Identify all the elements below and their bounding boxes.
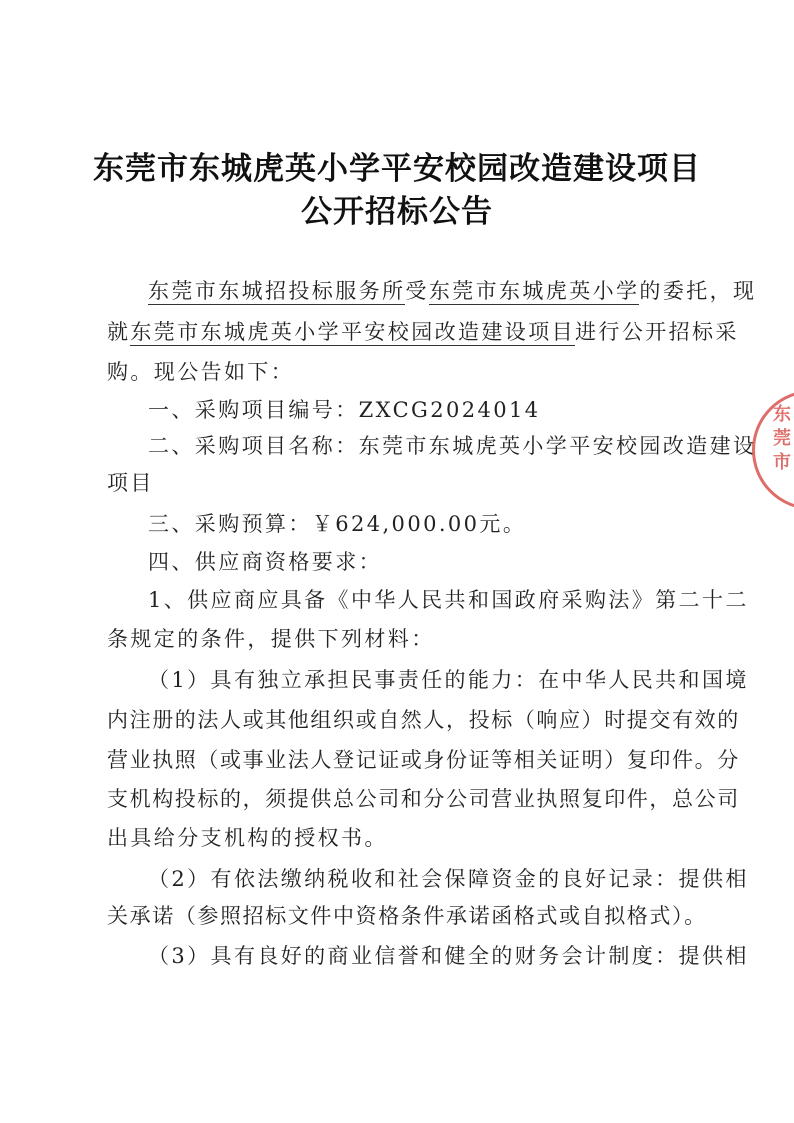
project-name-line-2: 项目 [107, 471, 154, 495]
para-3-line-1: （3）具有良好的商业信誉和健全的财务会计制度：提供相 [148, 944, 749, 968]
project-name-line-1: 二、采购项目名称：东莞市东城虎英小学平安校园改造建设 [148, 434, 757, 458]
document-subtitle: 公开招标公告 [301, 194, 493, 230]
budget: 三、采购预算：￥624,000.00元。 [148, 512, 527, 536]
intro-tail-1: 的委托，现 [639, 279, 757, 303]
para-2-line-1: （2）有依法缴纳税收和社会保障资金的良好记录：提供相 [148, 867, 749, 891]
qualification-heading: 四、供应商资格要求： [148, 550, 382, 574]
para-1-line-1: （1）具有独立承担民事责任的能力：在中华人民共和国境 [148, 668, 749, 692]
agency-name: 东莞市东城招投标服务所 [148, 279, 406, 303]
intro-tail-2: 进行公开招标采 [575, 320, 739, 344]
seal-text: 东莞市 [773, 404, 791, 473]
requirement-1-line-2: 条规定的条件，提供下列材料： [107, 627, 435, 651]
para-2-line-2: 关承诺（参照招标文件中资格条件承诺函格式或自拟格式）。 [107, 904, 707, 928]
official-seal [752, 390, 794, 510]
para-1-line-3: 营业执照（或事业法人登记证或身份证等相关证明）复印件。分 [107, 748, 740, 772]
para-1-line-5: 出具给分支机构的授权书。 [107, 826, 388, 850]
intro-head-2: 就 [107, 320, 131, 344]
intro-recv: 受 [405, 279, 429, 303]
project-number: 一、采购项目编号：ZXCG2024014 [148, 398, 541, 422]
para-1-line-2: 内注册的法人或其他组织或自然人，投标（响应）时提交有效的 [107, 708, 740, 732]
project-name: 东莞市东城虎英小学平安校园改造建设项目 [130, 320, 576, 344]
document-title: 东莞市东城虎英小学平安校园改造建设项目 [93, 151, 701, 187]
client-name: 东莞市东城虎英小学 [428, 279, 640, 303]
intro-line-3: 购。现公告如下： [107, 360, 295, 384]
intro-line-2 [107, 316, 739, 346]
requirement-1-line-1: 1、供应商应具备《中华人民共和国政府采购法》第二十二 [148, 588, 749, 612]
intro-line-1 [148, 275, 757, 305]
para-1-line-4: 支机构投标的，须提供总公司和分公司营业执照复印件，总公司 [107, 787, 740, 811]
